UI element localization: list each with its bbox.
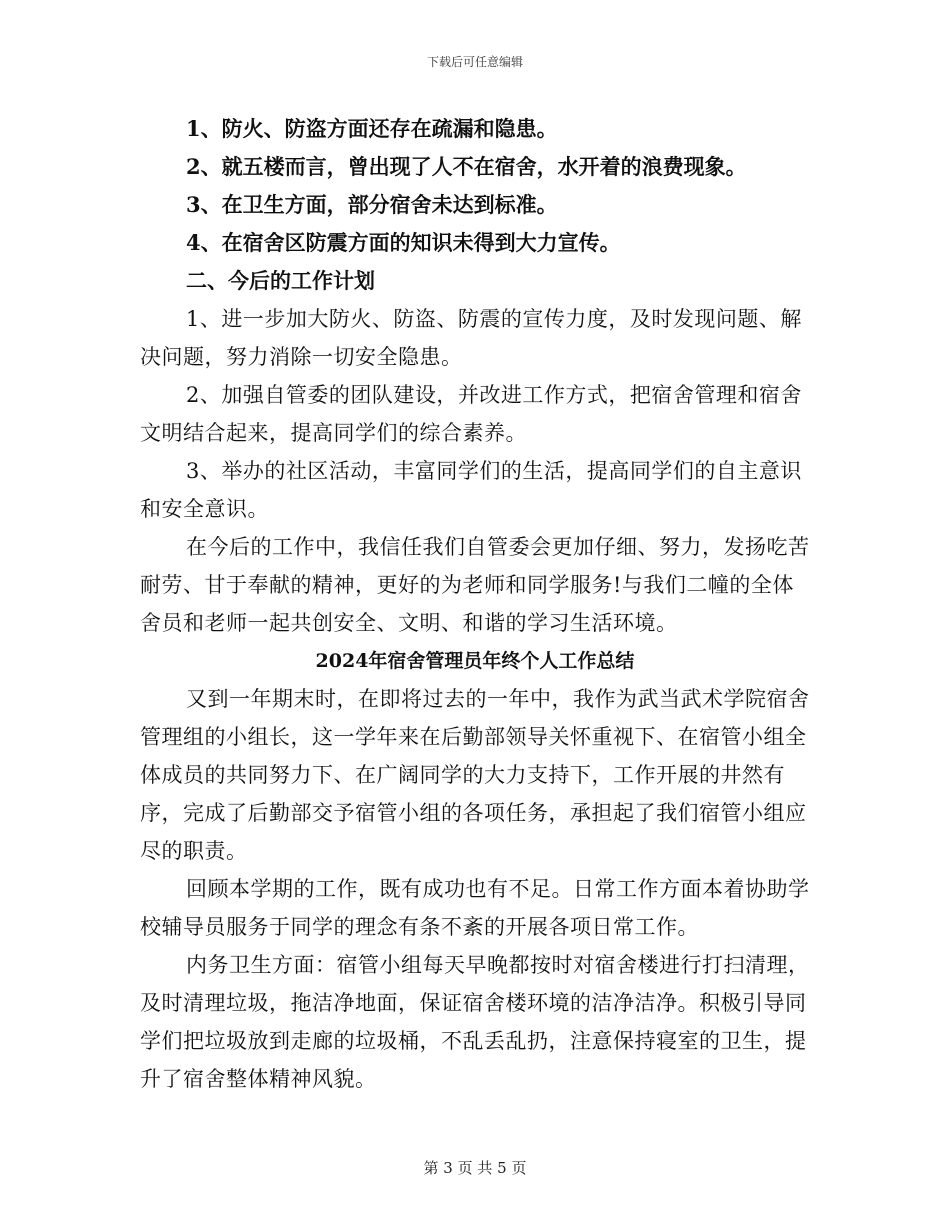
plan-heading: 二、今后的工作计划	[186, 268, 375, 293]
plan-item: 1、进一步加大防火、防盗、防震的宣传力度，及时发现问题、解决问题，努力消除一切安全隐患。	[140, 307, 802, 369]
body-paragraph: 内务卫生方面：宿管小组每天早晚都按时对宿舍楼进行打扫清理，及时清理垃圾，拖洁净地面，保证宿舍楼环境的洁净洁净。积极引导同学们把垃圾放到走廊的垃圾桶，不乱丢乱扔，注意保持寝室的卫生，提升了宿舍整体精神风貌。	[140, 953, 810, 1091]
plan-item: 2、加强自管委的团队建设，并改进工作方式，把宿舍管理和宿舍文明结合起来，提高同学们的综合素养。	[140, 383, 802, 445]
body-paragraph: 又到一年期末时，在即将过去的一年中，我作为武当武术学院宿舍管理组的小组长，这一学年来在后勤部领导关怀重视下、在宿管小组全体成员的共同努力下、在广阔同学的大力支持下，工作开展的井然有序，完成了后勤部交予宿管小组的各项任务，承担起了我们宿管小组应尽的职责。	[140, 687, 810, 863]
problem-item: 2、就五楼而言，曾出现了人不在宿舍，水开着的浪费现象。	[186, 154, 747, 179]
section-title: 2024年宿舍管理员年终个人工作总结	[315, 650, 635, 672]
problem-item: 1、防火、防盗方面还存在疏漏和隐患。	[186, 116, 558, 141]
page-header-note: 下载后可任意编辑	[426, 55, 523, 69]
document-body	[140, 110, 810, 1098]
body-paragraph: 回顾本学期的工作，既有成功也有不足。日常工作方面本着协助学校辅导员服务于同学的理念有条不紊的开展各项日常工作。	[140, 877, 810, 939]
plan-item: 3、举办的社区活动，丰富同学们的生活，提高同学们的自主意识和安全意识。	[140, 459, 802, 521]
problem-item: 3、在卫生方面，部分宿舍未达到标准。	[186, 192, 558, 217]
page-number: 第 3 页 共 5 页	[423, 1159, 527, 1177]
closing-paragraph: 在今后的工作中，我信任我们自管委会更加仔细、努力，发扬吃苦耐劳、甘于奉献的精神，更好的为老师和同学服务!与我们二幢的全体舍员和老师一起共创安全、文明、和谐的学习生活环境。	[140, 535, 810, 635]
problem-item: 4、在宿舍区防震方面的知识未得到大力宣传。	[186, 230, 621, 255]
